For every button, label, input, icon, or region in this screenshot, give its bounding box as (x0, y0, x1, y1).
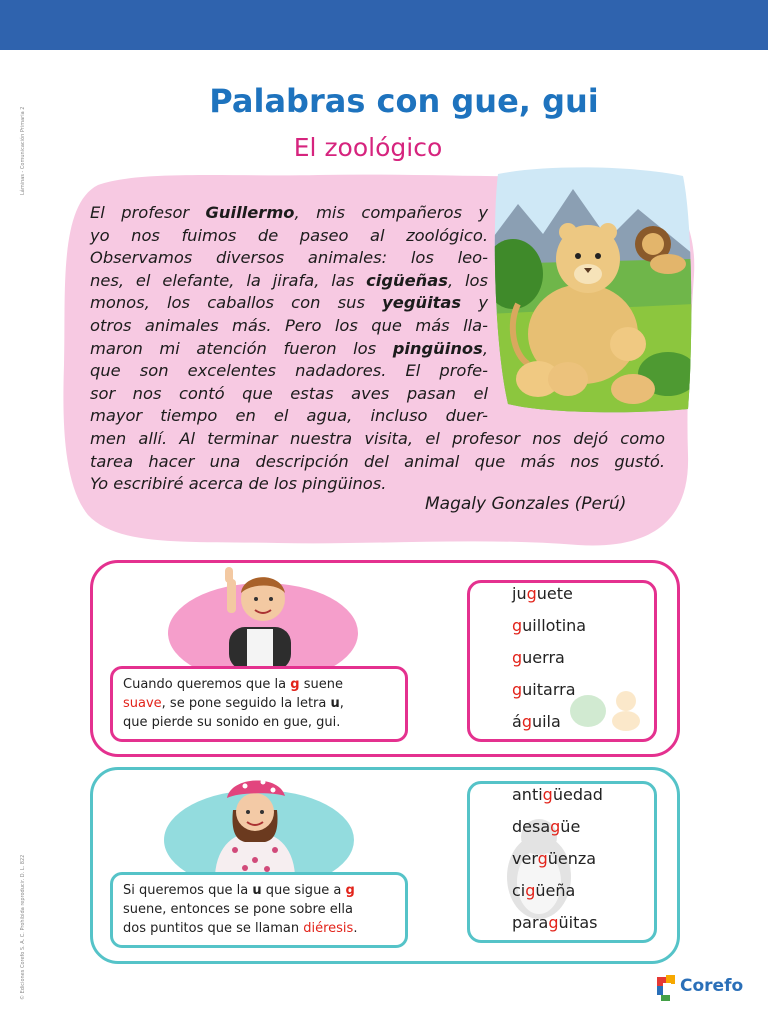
word-part: desa (512, 817, 551, 836)
word-highlight: g (542, 785, 553, 804)
word-part: uila (531, 712, 561, 731)
top-bar (0, 0, 768, 50)
word-part: uete (536, 584, 573, 603)
gue-gui-rule-box (110, 666, 408, 742)
word-part: üedad (552, 785, 603, 804)
story-line (90, 292, 488, 315)
rule-text: , se pone seguido la letra (161, 696, 331, 711)
boy-thumbs-up-illustration (215, 565, 305, 670)
story-line (90, 338, 488, 361)
rule-letter-g: g (290, 677, 300, 692)
word-item (512, 706, 586, 738)
story-text-segment: y (461, 293, 488, 313)
story-line (90, 270, 488, 293)
word-item (512, 674, 586, 706)
page-subtitle: El zoológico (293, 133, 443, 162)
word-part: üenza (547, 849, 597, 868)
story-author: Magaly Gonzales (Perú) (425, 494, 627, 514)
word-item (512, 811, 603, 843)
story-bold-word: pingüinos (392, 338, 483, 358)
word-item (512, 843, 603, 875)
word-part: üitas (558, 913, 598, 932)
story-text-segment: nes, el elefante, la jirafa, las (90, 270, 367, 290)
corefo-logo-icon (655, 973, 679, 1003)
rule-text: que sigue a (261, 883, 346, 898)
girl-with-hat-illustration (205, 770, 305, 875)
rule-text: dos puntitos que se llaman (123, 921, 304, 936)
word-highlight: g (512, 680, 523, 699)
word-part: ju (512, 584, 527, 603)
story-text (90, 202, 665, 496)
word-part: üe (560, 817, 581, 836)
story-text-segment: , (482, 338, 488, 358)
word-part: uerra (522, 648, 565, 667)
word-part: ver (512, 849, 538, 868)
story-bold-word: yegüitas (382, 293, 462, 313)
dieresis-rule-box (110, 872, 408, 948)
story-bold-word: cigüeñas (366, 270, 448, 290)
rule-text: Cuando queremos que la (123, 677, 291, 692)
story-text-segment: , mis compañeros y (294, 203, 488, 222)
word-item (512, 642, 586, 674)
rule-text: suene, entonces se pone sobre ella (123, 902, 353, 917)
word-part: uillotina (522, 616, 587, 635)
story-text-segment: maron mi atención fueron los (90, 338, 393, 358)
word-part: ci (512, 881, 526, 900)
story-line: Yo escribiré acerca de los pingüinos. (90, 474, 387, 494)
corefo-logo-text: Corefo (680, 976, 744, 996)
word-highlight: g (526, 584, 537, 603)
word-item (512, 610, 586, 642)
word-part: anti (512, 785, 543, 804)
word-highlight: g (537, 849, 548, 868)
story-text-segment: El profesor (90, 203, 206, 222)
story-line: yo nos fuimos de paseo al zoológico. (90, 225, 488, 245)
page-title: Palabras con gue, gui (209, 82, 599, 120)
word-highlight: g (512, 648, 523, 667)
word-highlight: g (550, 817, 561, 836)
dieresis-word-list (512, 779, 603, 939)
gue-gui-word-list (512, 578, 586, 738)
story-line: sor nos contó que estas aves pasan el (90, 383, 488, 403)
word-highlight: g (521, 712, 532, 731)
word-highlight: g (512, 616, 523, 635)
word-highlight: g (525, 881, 536, 900)
story-line (90, 202, 488, 225)
rule-letter-g: g (345, 883, 355, 898)
word-highlight: g (548, 913, 559, 932)
story-text-segment: monos, los caballos con sus (90, 293, 383, 313)
rule-text: que pierde su sonido en gue, gui. (123, 715, 341, 730)
rule-word-dieresis: diéresis (303, 921, 354, 936)
rule-letter-u: u (252, 883, 262, 898)
story-bold-word: Guillermo (205, 203, 295, 222)
rule-letter-u: u (330, 696, 340, 711)
rule-text: Si queremos que la (123, 883, 253, 898)
rule-text: suene (299, 677, 343, 692)
story-text-segment: , los (447, 270, 488, 290)
word-item (512, 907, 603, 939)
story-line: mayor tiempo en el agua, incluso duer- (90, 406, 488, 426)
story-line: Observamos diversos animales: los leo- (90, 248, 488, 268)
word-part: uitarra (522, 680, 576, 699)
story-line: men allí. Al terminar nuestra visita, el profesor nos dejó como (90, 428, 665, 448)
word-item (512, 779, 603, 811)
word-item (512, 875, 603, 907)
word-part: á (512, 712, 522, 731)
word-part: üeña (535, 881, 576, 900)
story-line: tarea hacer una descripción del animal que más nos gustó. (90, 451, 665, 471)
side-caption-top: Láminas - Comunicación Primaria 2 (20, 106, 26, 195)
word-part: para (512, 913, 549, 932)
rule-text: . (353, 921, 358, 936)
story-line: otros animales más. Pero los que más lla- (90, 315, 488, 335)
word-item (512, 578, 586, 610)
side-caption-copyright: © Ediciones Corefo S. A. C. Prohibida reproducir. D. L. 822 (20, 854, 26, 1000)
rule-word-suave: suave (123, 696, 162, 711)
story-line: que son excelentes nadadores. El profe- (90, 361, 488, 381)
rule-text: , (339, 696, 344, 711)
